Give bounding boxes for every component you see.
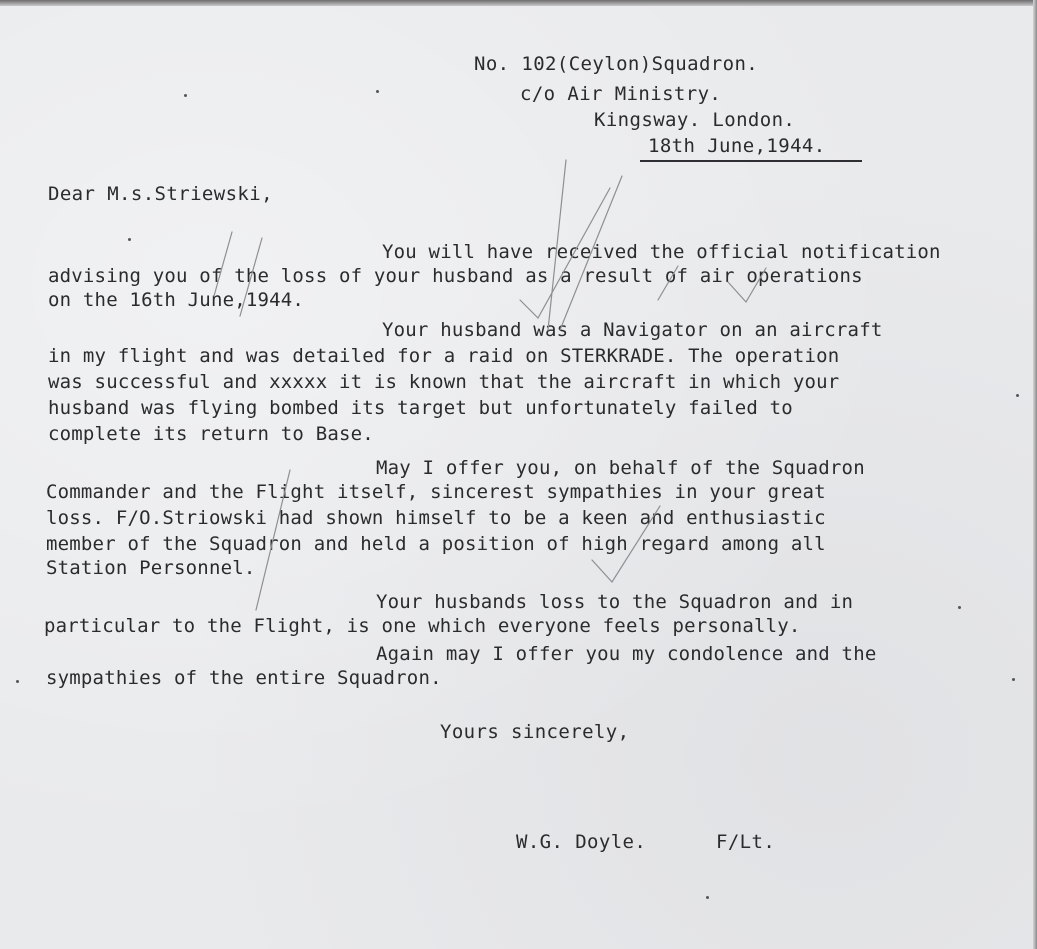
body-line: May I offer you, on behalf of the Squadron <box>376 457 865 479</box>
paper-speck <box>1012 678 1015 681</box>
scan-top-edge <box>0 0 1037 6</box>
body-line: Again may I offer you my condolence and the <box>376 643 877 665</box>
address-squadron: No. 102(Ceylon)Squadron. <box>474 53 759 75</box>
signature-name: W.G. Doyle. <box>516 831 647 853</box>
body-line: was successful and xxxxx it is known that the aircraft in which your <box>48 371 840 393</box>
body-line: Your husbands loss to the Squadron and in <box>376 591 854 613</box>
closing: Yours sincerely, <box>440 721 630 743</box>
signature-rank: F/Lt. <box>716 831 776 853</box>
salutation: Dear M.s.Striewski, <box>48 183 273 205</box>
scan-right-edge <box>1033 0 1037 949</box>
body-line: loss. F/O.Striowski had shown himself to be a keen and enthusiastic <box>46 507 826 529</box>
body-line: advising you of the loss of your husband as a result of air operations <box>48 265 863 287</box>
paper-speck <box>958 606 961 609</box>
body-line: husband was flying bombed its target but unfortunately failed to <box>48 397 793 419</box>
address-care-of: c/o Air Ministry. <box>520 83 722 105</box>
paper-speck <box>128 238 131 241</box>
body-line: Your husband was a Navigator on an aircraft <box>382 319 883 341</box>
body-line: on the 16th June,1944. <box>48 289 305 311</box>
paper-speck <box>706 896 709 899</box>
paper-speck <box>16 680 19 683</box>
body-line: sympathies of the entire Squadron. <box>46 667 442 689</box>
body-line: Station Personnel. <box>46 557 256 579</box>
paper-speck <box>1016 394 1019 397</box>
body-line: complete its return to Base. <box>48 423 374 445</box>
body-line: in my flight and was detailed for a raid on STERKRADE. The operation <box>48 345 840 367</box>
body-line: particular to the Flight, is one which everyone feels personally. <box>44 615 801 637</box>
date-underline <box>640 160 862 162</box>
body-line: Commander and the Flight itself, sincerest sympathies in your great <box>46 481 826 503</box>
letter-date: 18th June,1944. <box>648 135 826 157</box>
body-line: You will have received the official notification <box>382 241 941 263</box>
body-line: member of the Squadron and held a position of high regard among all <box>46 533 826 555</box>
address-location: Kingsway. London. <box>594 109 796 131</box>
paper-speck <box>376 90 379 93</box>
paper-speck <box>184 94 187 97</box>
